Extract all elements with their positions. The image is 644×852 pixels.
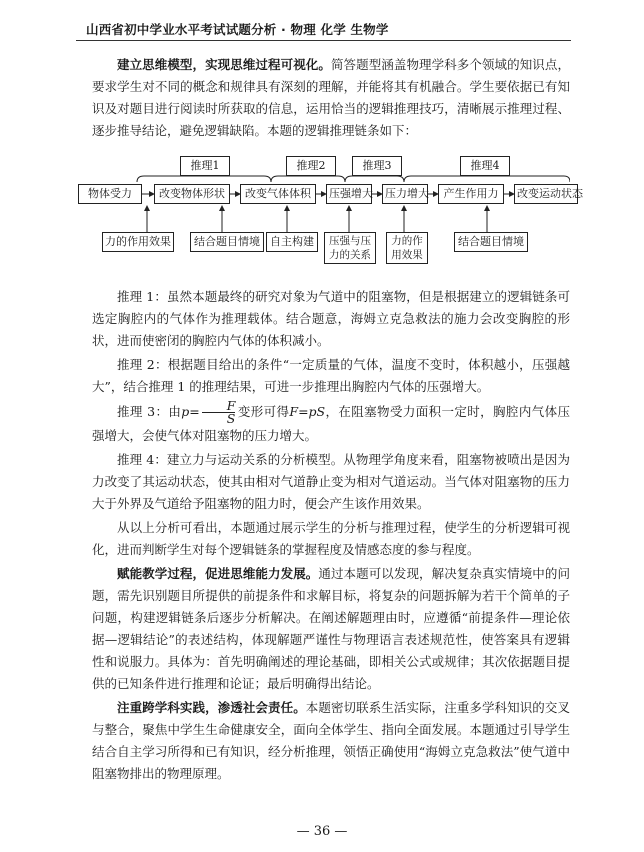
basis-node-2: 结合题目情境 [190,232,264,252]
formula-pressure-lhs: p= [181,404,200,419]
basis-node-3: 自主构建 [266,232,318,252]
p3-text-c: ，在阻塞物受力面积一定时，胸腔内气体压强增大，会使气体对阻塞物的压力增大。 [92,404,570,443]
chain-node-force-increase: 压力增大 [382,184,428,204]
page-body [88,54,583,787]
chain-node-effect: 产生作用力 [438,184,504,204]
chain-node-volume: 改变气体体积 [240,184,316,204]
running-header: 山西省初中学业水平考试试题分析 · 物理 化学 生物学 [86,22,389,37]
basis-node-6: 结合题目情境 [454,232,528,252]
interdisciplinary-paragraph [92,697,570,785]
interdisciplinary-text: 本题密切联系生活实际，注重多学科知识的交叉与整合，聚焦中学生生命健康安全，面向全体学生、指向全面发展。本题通过引导学生结合自主学习所得和已有知识，经分析推理，领悟正确使用“海姆立克急救法”使气道中阻塞物排出的物理原理。 [92,700,570,781]
teaching-text: 通过本题可以发现，解决复杂真实情境中的问题，需先识别题目所提供的前提条件和求解目标，将复杂的问题拆解为若干个简单的子问题，构建逻辑链条后逐步分析解决。在阐述解题理由时，应遵循“前提条件—理论依据—逻辑结论”的表述结构，体现解题严谨性与物理语言表述规范性，使答案具有逻辑性和说服力。具体为：首先明确阐述的理论基础，即相关公式或规律；其次依据题目提供的已知条件进行推理和论证；最后明确得出结论。 [92,566,570,691]
p3-text-a: 推理 3：由 [117,404,182,419]
basis-node-5: 力的作用效果 [386,232,428,264]
reasoning-chain-diagram [88,148,583,280]
reasoning-paragraph-1: 推理 1：虽然本题最终的研究对象为气道中的阻塞物，但是根据建立的逻辑链条可选定胸腔内的气体作为推理载体。结合题意，海姆立克急救法的施力会改变胸腔的形状，进而使密闭的胸腔内气体的体积减小。 [92,289,570,348]
basis-node-4: 压强与压力的关系 [324,232,376,264]
reasoning-paragraph-4: 推理 4：建立力与运动关系的分析模型。从物理学角度来看，阻塞物被喷出是因为力改变了其运动状态，使其由相对气道静止变为相对气道运动。当气体对阻塞物的压力大于外界及气道给予阻塞物的阻力时，便会产生该作用效果。 [92,452,570,511]
reasoning-label-2: 推理2 [286,156,336,176]
chain-node-shape: 改变物体形状 [154,184,230,204]
reasoning-label-4: 推理4 [460,156,510,176]
reasoning-paragraph-2: 推理 2：根据题目给出的条件“一定质量的气体，温度不变时，体积越小，压强越大”，结合推理 1 的推理结果，可进一步推理出胸腔内气体的压强增大。 [92,357,570,394]
reasoning-label-1: 推理1 [180,156,230,176]
page-number: — 36 — [296,824,348,839]
chain-node-motion: 改变运动状态 [514,184,578,204]
interdisciplinary-lead: 注重跨学科实践，渗透社会责任。 [117,700,306,715]
reasoning-paragraph-3 [92,400,570,447]
teaching-lead: 赋能教学过程，促进思维能力发展。 [117,566,319,581]
reasoning-label-3: 推理3 [352,156,402,176]
intro-text: 简答题型涵盖物理学科多个领域的知识点，要求学生对不同的概念和规律具有深刻的理解，并能将其有机融合。学生要依据已有知识及对题目进行阅读时所获取的信息，运用恰当的逻辑推理技巧，清晰展示推理过程、逐步推导结论，避免逻辑缺陷。本题的逻辑推理链条如下： [92,57,570,138]
header-rule [76,40,571,41]
summary-paragraph: 从以上分析可看出，本题通过展示学生的分析与推理过程，使学生的分析逻辑可视化，进而判断学生对每个逻辑链条的掌握程度及情感态度的参与程度。 [92,520,570,557]
intro-paragraph [92,54,570,142]
fraction-numerator: F [202,400,236,413]
teaching-paragraph [92,563,570,695]
p3-text-b: 变形可得 [237,404,290,419]
fraction-denominator: S [226,411,236,426]
formula-force: F=pS [289,404,326,419]
basis-node-1: 力的作用效果 [102,232,174,252]
intro-lead: 建立思维模型，实现思维过程可视化。 [117,57,331,72]
chain-node-force: 物体受力 [78,184,142,204]
chain-node-pressure: 压强增大 [326,184,372,204]
formula-fraction [202,400,236,425]
